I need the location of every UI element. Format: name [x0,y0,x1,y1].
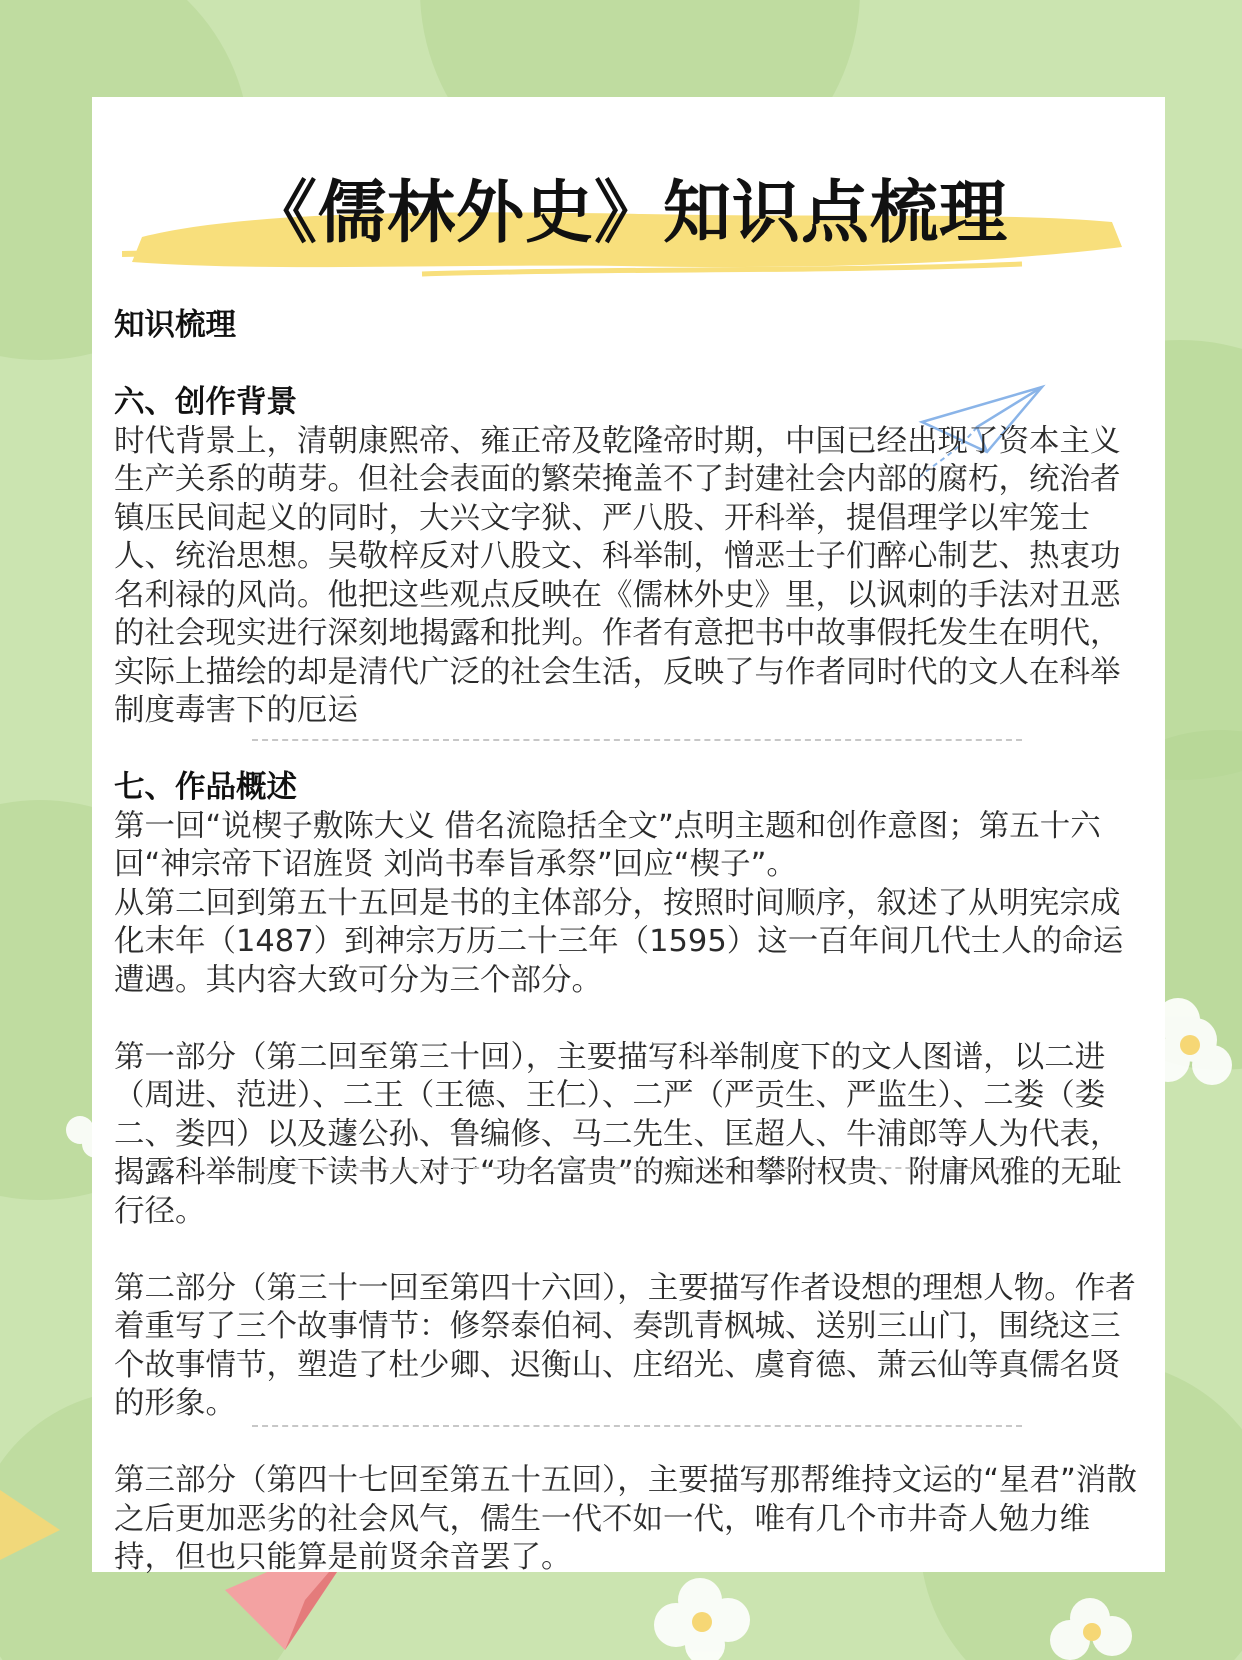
divider-line [252,1425,1022,1427]
section-heading: 知识梳理 [114,308,236,343]
divider-line [252,739,1022,741]
overview-heading: 七、作品概述 [114,770,297,805]
content-card [92,97,1165,1575]
overview-part-3: 第三部分（第四十七回至第五十五回），主要描写那帮维持文运的“星君”消散之后更加恶劣的社会风气，儒生一代不如一代，唯有几个市井奇人勉力维持，但也只能算是前贤余音罢了。 [114,1463,1137,1575]
divider-line [252,1167,1022,1169]
document-body [114,307,1144,1578]
overview-paragraph-2: 从第二回到第五十五回是书的主体部分，按照时间顺序，叙述了从明宪宗成化末年（1487）到神宗万历二十三年（1595）这一百年间几代士人的命运遭遇。其内容大致可分为三个部分。 [114,885,1124,998]
overview-paragraph-1: 第一回“说楔子敷陈大义 借名流隐括全文”点明主题和创作意图；第五十六回“神宗帝下诏旌贤 刘尚书奉旨承祭”回应“楔子”。 [114,808,1101,882]
background-heading: 六、创作背景 [114,385,297,420]
background-text: 时代背景上，清朝康熙帝、雍正帝及乾隆帝时期，中国已经出现了资本主义生产关系的萌芽。但社会表面的繁荣掩盖不了封建社会内部的腐朽，统治者镇压民间起义的同时，大兴文字狱、严八股、开科举，提倡理学以牢笼士人、统治思想。吴敬梓反对八股文、科举制，憎恶士子们醉心制艺、热衷功名利禄的风尚。他把这些观点反映在《儒林外史》里，以讽刺的手法对丑恶的社会现实进行深刻地揭露和批判。作者有意把书中故事假托发生在明代，实际上描绘的却是清代广泛的社会生活，反映了与作者同时代的文人在科举制度毒害下的厄运 [114,423,1121,728]
page-title: 《儒林外史》知识点梳理 [248,174,1008,253]
overview-part-1: 第一部分（第二回至第三十回），主要描写科举制度下的文人图谱，以二进（周进、范进）、二王（王德、王仁）、二严（严贡生、严监生）、二娄（娄二、娄四）以及蘧公孙、鲁编修、马二先生、匡超人、牛浦郎等人为代表，揭露科举制度下读书人对于“功名富贵”的痴迷和攀附权贵、附庸风雅的无耻行径。 [114,1039,1122,1229]
overview-part-2: 第二部分（第三十一回至第四十六回），主要描写作者设想的理想人物。作者着重写了三个故事情节：修祭泰伯祠、奏凯青枫城、送别三山门，围绕这三个故事情节，塑造了杜少卿、迟衡山、庄绍光、虞育德、萧云仙等真儒名贤的形象。 [114,1270,1136,1421]
